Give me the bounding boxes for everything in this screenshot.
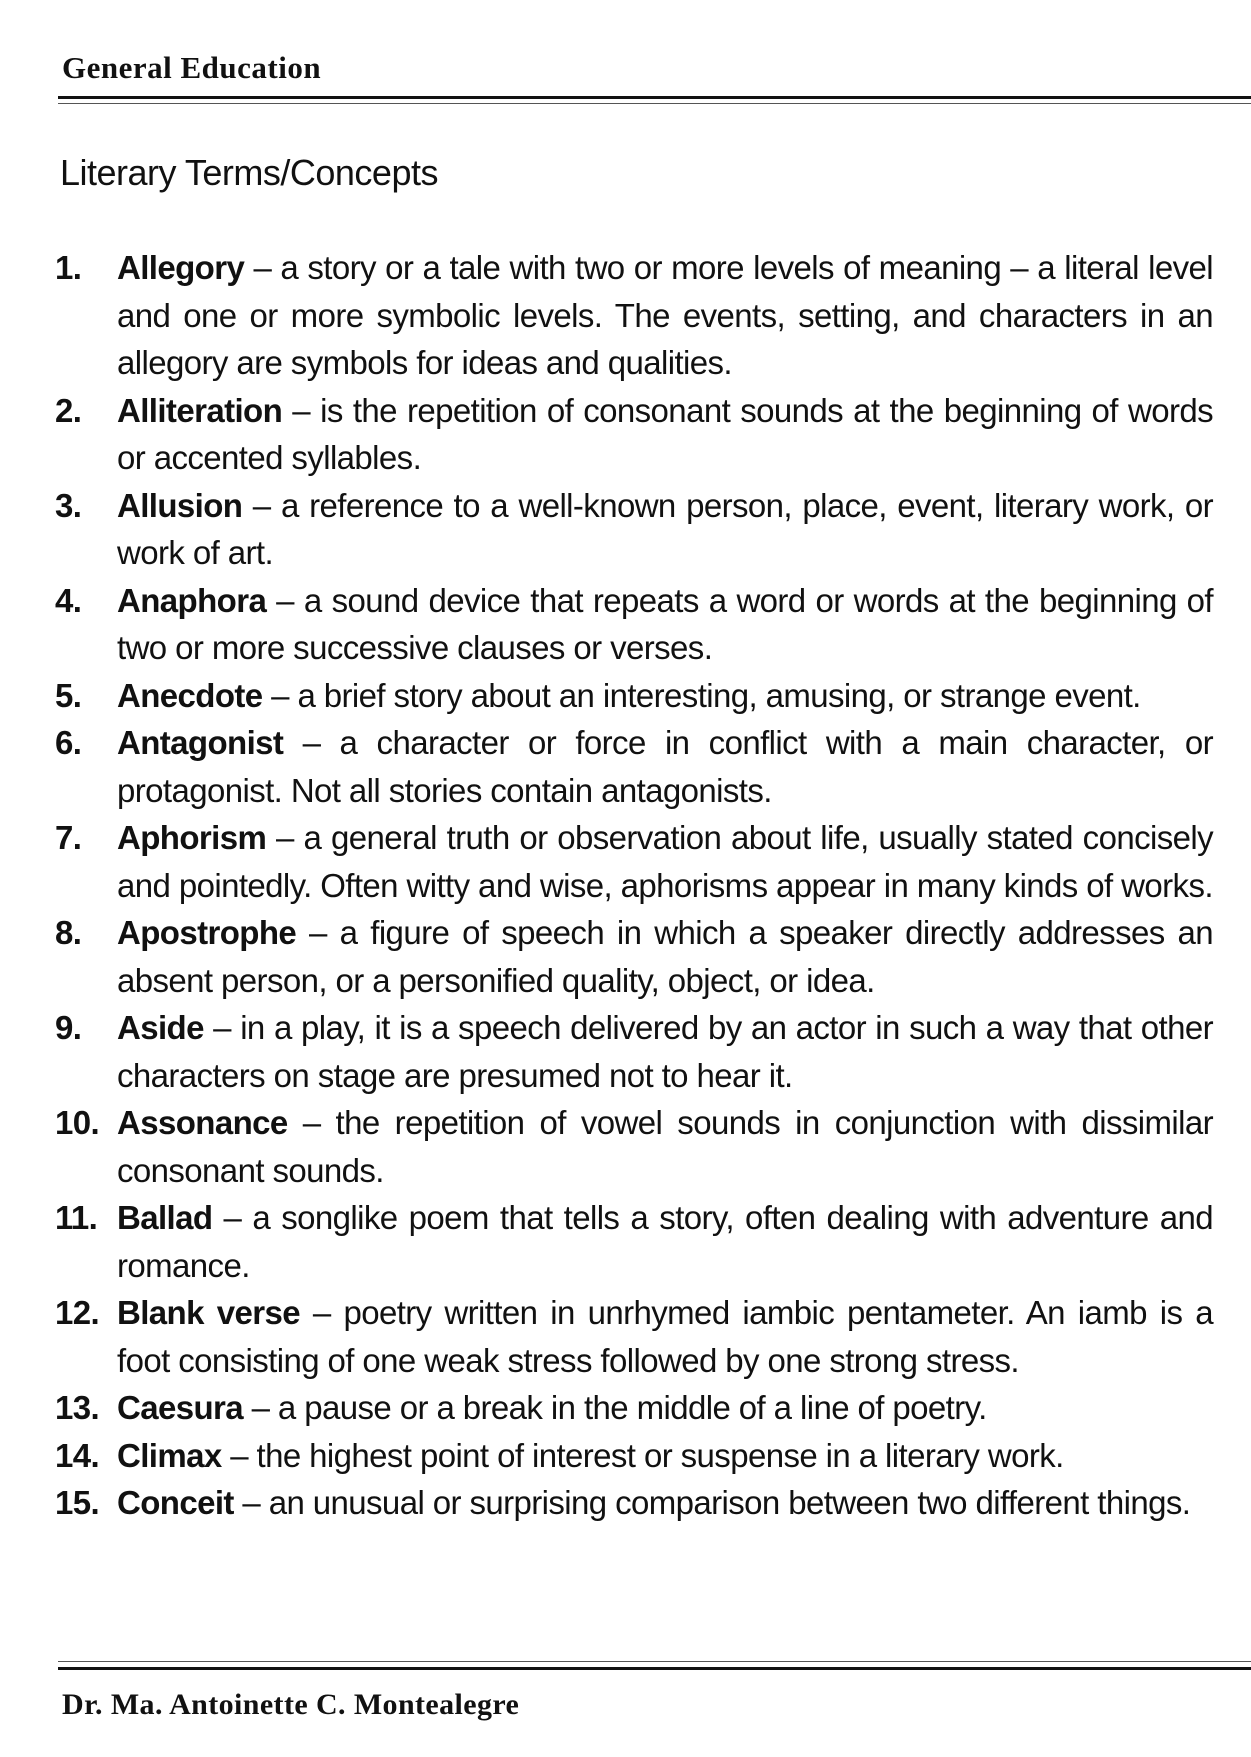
term-number: 13. [55, 1389, 100, 1426]
term-number: 2. [55, 391, 82, 429]
footer-author: Dr. Ma. Antoinette C. Montealegre [62, 1688, 520, 1721]
term-word: Anaphora [117, 581, 267, 619]
term-list [55, 244, 1213, 1527]
footer-divider-thin [58, 1661, 1251, 1662]
term-word: Conceit [117, 1484, 234, 1521]
list-item [55, 244, 1213, 387]
footer-divider [58, 1667, 1251, 1670]
term-number: 5. [55, 676, 82, 714]
list-item [55, 1194, 1213, 1289]
term-word: Aphorism [117, 819, 267, 856]
term-word: Antagonist [117, 724, 284, 761]
term-number: 10. [55, 1104, 100, 1141]
list-item [55, 909, 1213, 1004]
term-word: Allusion [117, 486, 243, 524]
term-word: Anecdote [117, 676, 263, 714]
term-entry [117, 1194, 1213, 1289]
term-number: 14. [55, 1436, 100, 1474]
list-item [55, 814, 1213, 909]
list-item [55, 577, 1213, 672]
header-divider-thin [58, 103, 1251, 104]
term-entry [117, 1289, 1213, 1384]
term-definition: – poetry written in unrhymed iambic pentameter. An iamb is a foot consisting of one weak stress followed by one strong stress. [117, 1294, 1214, 1379]
term-definition: – a sound device that repeats a word or words at the beginning of two or more successive clauses or verses. [117, 581, 1213, 666]
term-entry [117, 1432, 1213, 1480]
term-entry [117, 1099, 1213, 1194]
term-number: 7. [55, 819, 82, 856]
list-item [55, 1479, 1213, 1527]
page-header-title: General Education [62, 50, 322, 85]
term-definition: – a character or force in conflict with a main character, or protagonist. Not all stories contain antagonists. [117, 724, 1213, 809]
term-entry [117, 1479, 1213, 1527]
term-definition: – a figure of speech in which a speaker directly addresses an absent person, or a personified quality, object, or idea. [117, 914, 1213, 999]
term-definition: – in a play, it is a speech delivered by an actor in such a way that other characters on stage are presumed not to hear it. [117, 1009, 1213, 1094]
list-item [55, 1099, 1213, 1194]
term-word: Climax [117, 1436, 222, 1474]
term-number: 3. [55, 486, 82, 524]
term-number: 15. [55, 1484, 100, 1521]
section-title: Literary Terms/Concepts [60, 152, 438, 193]
list-item [55, 482, 1213, 577]
term-number: 4. [55, 581, 82, 619]
term-definition: – an unusual or surprising comparison between two different things. [233, 1484, 1191, 1521]
term-definition: – a general truth or observation about life, usually stated concisely and pointedly. Often witty and wise, aphorisms appear in many kinds of works. [117, 819, 1213, 904]
list-item [55, 1004, 1213, 1099]
term-entry [117, 719, 1213, 814]
term-word: Allegory [117, 249, 245, 286]
term-definition: – a pause or a break in the middle of a line of poetry. [243, 1389, 987, 1426]
list-item [55, 1289, 1213, 1384]
term-entry [117, 672, 1213, 720]
term-entry [117, 909, 1213, 1004]
term-entry [117, 577, 1213, 672]
term-word: Alliteration [117, 391, 283, 429]
term-word: Apostrophe [117, 914, 297, 951]
term-definition: – a songlike poem that tells a story, often dealing with adventure and romance. [117, 1199, 1213, 1284]
term-number: 8. [55, 914, 82, 951]
term-word: Assonance [117, 1104, 288, 1141]
term-word: Ballad [117, 1199, 213, 1236]
term-number: 6. [55, 724, 82, 761]
term-definition: – the highest point of interest or suspense in a literary work. [221, 1436, 1064, 1474]
list-item [55, 1432, 1213, 1480]
list-item [55, 387, 1213, 482]
term-word: Blank verse [117, 1294, 300, 1331]
term-entry [117, 1384, 1213, 1432]
term-definition: – the repetition of vowel sounds in conjunction with dissimilar consonant sounds. [117, 1104, 1213, 1189]
list-item [55, 672, 1213, 720]
term-word: Caesura [117, 1389, 244, 1426]
term-entry [117, 1004, 1213, 1099]
term-definition: – a story or a tale with two or more levels of meaning – a literal level and one or more symbolic levels. The events, setting, and characters in an allegory are symbols for ideas and qualities. [117, 249, 1213, 381]
term-number: 12. [55, 1294, 100, 1331]
term-entry [117, 814, 1213, 909]
list-item [55, 719, 1213, 814]
term-entry [117, 482, 1213, 577]
header-divider [58, 96, 1251, 99]
term-definition: – a brief story about an interesting, amusing, or strange event. [262, 676, 1141, 714]
term-definition: – a reference to a well-known person, place, event, literary work, or work of art. [117, 486, 1213, 571]
term-entry [117, 244, 1213, 387]
term-word: Aside [117, 1009, 204, 1046]
term-entry [117, 387, 1213, 482]
term-number: 9. [55, 1009, 82, 1046]
term-number: 1. [55, 249, 82, 286]
list-item [55, 1384, 1213, 1432]
term-number: 11. [55, 1199, 98, 1236]
term-definition: – is the repetition of consonant sounds at the beginning of words or accented syllables. [117, 391, 1213, 476]
